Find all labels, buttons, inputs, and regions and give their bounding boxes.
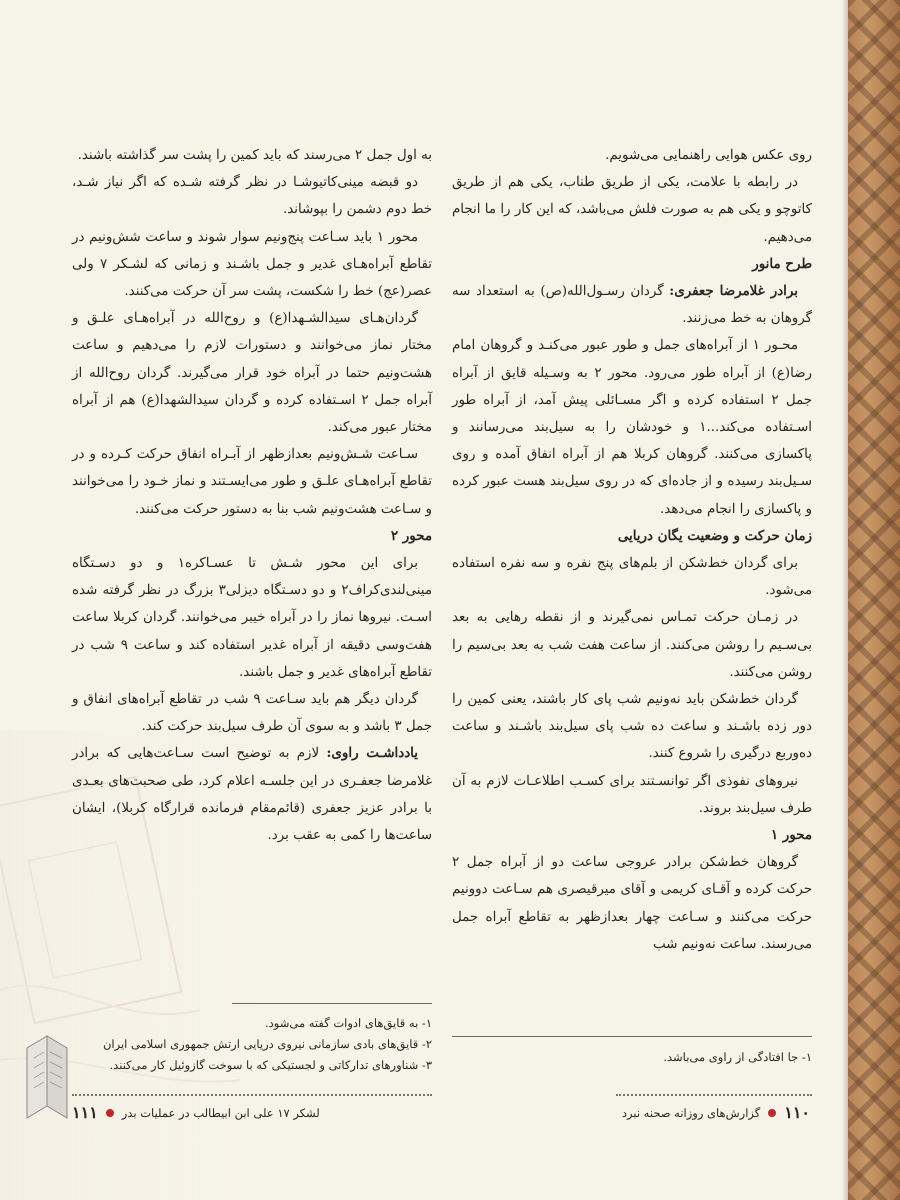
footnote-divider — [452, 1036, 812, 1037]
running-title: گزارش‌های روزانه صحنه نبرد — [621, 1105, 761, 1120]
paragraph: گردان دیگر هم باید سـاعت ۹ شب در تقاطع آبراه‌های انفاق و جمل ۳ باشد و به سوی آن طرف سیل‌بند حرکت کند. — [72, 692, 432, 735]
paragraph-text: لازم به توضیح است سـاعت‌هایی که برادر غلامرضا جعفـری در این جلسـه اعلام کرد، طی صحبت‌های بعـدی با برادر عزیز جعفری (قائم‌مقام فرمانده قرارگاه کربلا)، ایشان ساعت‌ها را کمی به عقب برد. — [72, 746, 432, 844]
paragraph: در زمـان حرکت تمـاس نمی‌گیرند و از نقطه رهایی به بعد بی‌سـیم را روشن می‌کنند. از ساعت هفت شب به بعد بی‌سیم را روشن می‌کنند. — [452, 610, 812, 680]
decorative-border — [848, 0, 900, 1200]
paragraph: برای این محور شـش تا عسـاکره۱ و دو دسـتگاه مینی‌لندی‌کراف۲ و دو دسـتگاه دیزلی۳ بزرگ در نظر گرفته شده اسـت. نیروها نماز را در آبراه خیبر می‌خوانند. گردان کربلا ساعت هفت‌وسی دقیقه از آبراه غدیر استفاده کند و ساعت ۹ شب در تقاطع آبراه‌های غدیر و جمل باشند. — [72, 556, 432, 680]
footnote: ۱- جا افتادگی از راوی می‌باشد. — [663, 1050, 812, 1064]
footnote: ۱- به قایق‌های ادوات گفته می‌شود. — [265, 1016, 432, 1030]
paragraph: به اول جمل ۲ می‌رسند که باید کمین را پشت سر گذاشته باشند. — [77, 148, 432, 163]
red-dot-icon — [106, 1109, 114, 1117]
paragraph: نیروهای نفوذی اگر توانسـتند برای کسـب اطلاعـات لازم به آن طرف سیل‌بند بروند. — [452, 773, 812, 816]
paragraph: محور ۱ باید سـاعت پنج‌ونیم سوار شوند و ساعت شش‌ونیم در تقاطع آبراه‌هـای غدیر و جمل باشـند و زمانی که لشـکر ۷ ولی عصر(عج) خط را شکست، پشت سر آن حرکت می‌کنند. — [72, 229, 432, 300]
paragraph: سـاعت شـش‌ونیم بعدازظهر از آبـراه انفاق حرکت کـرده و در تقاطع آبراه‌هـای علـق و طور می‌ایسـتند و نماز خـود را می‌خوانند و سـاعت هشت‌ونیم شب بنا به دستور حرکت می‌کنند. — [72, 447, 432, 517]
right-page-text — [452, 142, 812, 958]
running-title: لشکر ۱۷ علی ابن ابیطالب در عملیات بدر — [121, 1105, 320, 1120]
footer-dotted-rule — [616, 1094, 812, 1096]
footnotes-right — [452, 1047, 812, 1068]
section-heading: محور ۲ — [390, 527, 432, 544]
paragraph: روی عکس هوایی راهنمایی می‌شویم. — [605, 148, 812, 163]
footnote: ۲- قایق‌های بادی سازمانی نیروی دریایی ارتش جمهوری اسلامی ایران — [102, 1037, 432, 1051]
red-dot-icon — [768, 1109, 776, 1117]
section-heading: محور ۱ — [770, 827, 812, 844]
paragraph: گردان خط‌شکن باید نه‌ونیم شب پای کار باشند، یعنی کمین را دور زده باشـند و ساعت ده شب پای سیل‌بند باشـند و ساعت ده‌وربع درگیری را شروع کنند. — [452, 692, 812, 762]
paragraph-text: گردان رسـول‌الله(ص) به استعداد سه گروهان به خط می‌زنند. — [452, 284, 812, 327]
paragraph: گردان‌هـای سیدالشـهدا(ع) و روح‌الله در آبراه‌هـای علـق و مختار نماز می‌خوانند و دستورات لازم را می‌دهیم و ساعت هشت‌ونیم حتما در آبراه خود قرار می‌گیرند. گردان روح‌الله از آبراه جمل ۲ اسـتفاده کرده و گردان سیدالشهدا(ع) هم از آبراه مختار عبور می‌کند. — [72, 311, 433, 436]
page-footer-right — [622, 1103, 810, 1122]
page-footer-left — [72, 1103, 320, 1122]
section-heading: طرح مانور — [752, 255, 812, 272]
page-number: ۱۱۱ — [72, 1103, 98, 1122]
footnote-divider — [232, 1003, 432, 1004]
page-number: ۱۱۰ — [784, 1103, 810, 1122]
paragraph: گروهان خط‌شکن برادر عروجی ساعت دو از آبراه جمل ۲ حرکت کرده و آقـای کریمی و آقای میرقیصری هم سـاعت دوونیم حرکت می‌کنند و سـاعت چهار بعدازظهر به تقاطع آبراه جمل می‌رسند. ساعت نه‌ونیم شب — [452, 855, 812, 952]
paragraph: برای گردان خط‌شکن از بلم‌های پنج نفره و سه نفره استفاده می‌شود. — [452, 556, 812, 599]
left-page-text — [72, 142, 432, 849]
paragraph — [452, 278, 812, 332]
footnote: ۳- شناورهای تدارکاتی و لجستیکی که با سوخت گازوئیل کار می‌کنند. — [109, 1058, 432, 1072]
open-book-icon — [22, 1028, 72, 1124]
section-heading: زمان حرکت و وضعیت یگان دریایی — [617, 527, 812, 544]
paragraph: دو قبضه مینی‌کاتیوشـا در نظر گرفته شـده که اگر نیاز شـد، خط دوم دشمن را بپوشاند. — [72, 175, 432, 218]
narrator-note-label: یادداشـت راوی: — [326, 745, 418, 762]
footnotes-left — [72, 1013, 432, 1076]
paragraph: در رابطه با علامت، یکی از طریق طناب، یکی هم از طریق کاتوچو و یکی هم به صورت فلش می‌باشد، که این کار را ما انجام می‌دهیم. — [452, 175, 812, 245]
speaker-label: برادر غلامرضا جعفری: — [669, 283, 798, 300]
paragraph — [72, 740, 432, 849]
footer-dotted-rule — [72, 1094, 432, 1096]
paragraph: محـور ۱ از آبراه‌های جمل و طور عبور می‌کنـد و گروهان امام رضا(ع) از آبراه طور می‌رود. محور ۲ به وسـیله قایق از آبراه جمل ۲ استفاده کرده و اگر مسـائلی پیش آمد، از آبراه طور اسـتفاده می‌کند...۱ و خودشان را به سیل‌بند می‌رسانند و پاکسازی می‌کنند. گروهان کربلا هم از آبراه انفاق آمده و روی سـیل‌بند رسیده و از جاده‌ای که در روی سیل‌بند هست عبور کرده و پاکسازی را انجام می‌دهد. — [452, 338, 812, 517]
